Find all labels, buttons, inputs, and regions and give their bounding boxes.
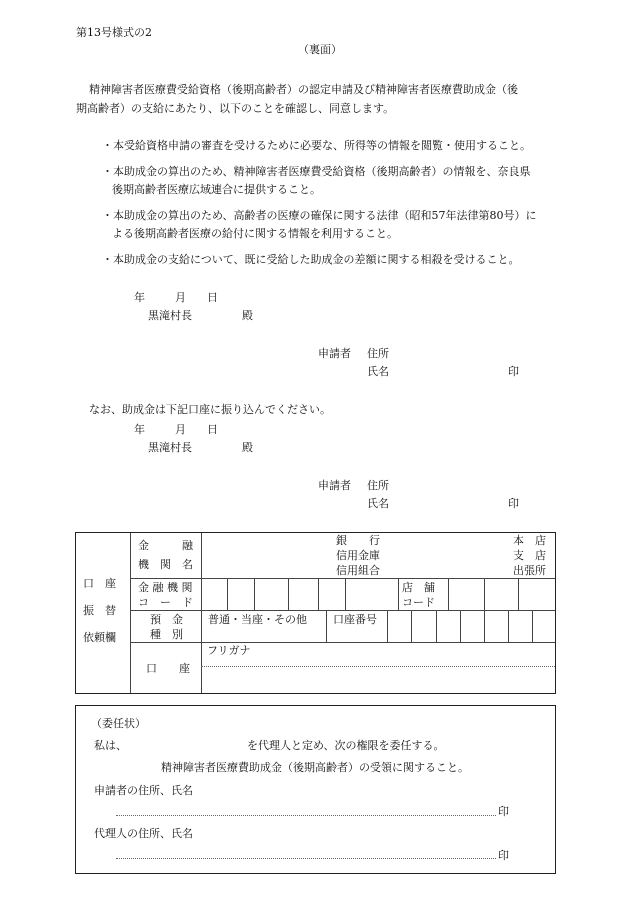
proxy-agent-label: 代理人の住所、氏名	[94, 827, 193, 840]
type-bank: 銀 行	[336, 534, 380, 547]
date-year-2: 年	[134, 423, 145, 436]
applicant-label-1: 申請者	[318, 347, 351, 360]
date-day-1: 日	[207, 291, 218, 304]
page-side-label: （裏面）	[298, 43, 342, 56]
address-label-1: 住所	[367, 347, 389, 360]
dono-2: 殿	[242, 441, 253, 454]
account-number-label: 口座番号	[333, 613, 377, 626]
branch-type-office: 出張所	[513, 564, 546, 577]
consent-item-3: ・本助成金の算出のため、高齢者の医療の確保に関する法律（昭和57年法律第80号）に	[102, 209, 537, 222]
seal-1: 印	[508, 365, 519, 378]
deposit-label-2: 種 別	[150, 628, 183, 641]
account-holder-label: 口 座	[146, 662, 190, 675]
fin-code-label-2: コ ー ド	[138, 596, 193, 609]
proxy-authority: 精神障害者医療費助成金（後期高齢者）の受領に関すること。	[161, 761, 469, 774]
address-label-2: 住所	[367, 479, 389, 492]
intro-line-1: 精神障害者医療費受給資格（後期高齢者）の認定申請及び精神障害者医療費助成金（後	[89, 83, 518, 96]
name-label-2: 氏名	[367, 497, 389, 510]
consent-item-4: ・本助成金の支給について、既に受給した助成金の差額に関する相殺を受けること。	[102, 253, 520, 266]
date-year-1: 年	[134, 291, 145, 304]
side-label-transfer: 振 替	[83, 604, 116, 617]
seal-2: 印	[508, 497, 519, 510]
fin-code-label-1: 金 融 機 関	[138, 581, 193, 594]
branch-code-label-1: 店 舗	[402, 581, 435, 594]
proxy-line-1a: 私は、	[94, 739, 127, 752]
date-month-2: 月	[175, 423, 186, 436]
form-number: 第13号様式の2	[76, 26, 152, 39]
proxy-applicant-label: 申請者の住所、氏名	[94, 784, 193, 797]
intro-line-2: 期高齢者）の支給にあたり、以下のことを確認し、同意します。	[76, 102, 395, 115]
proxy-seal-2: 印	[498, 849, 509, 862]
consent-item-2-cont: 後期高齢者医療広域連合に提供すること。	[112, 183, 321, 196]
transfer-notice: なお、助成金は下記口座に振り込んでください。	[89, 403, 331, 416]
proxy-line-1b: を代理人と定め、次の権限を委任する。	[247, 739, 445, 752]
consent-item-3-cont: よる後期高齢者医療の給付に関する情報を利用すること。	[112, 227, 398, 240]
type-shinkin: 信用金庫	[336, 549, 380, 562]
date-day-2: 日	[207, 423, 218, 436]
dono-1: 殿	[242, 309, 253, 322]
furigana-label: フリガナ	[207, 644, 251, 657]
proxy-seal-1: 印	[498, 805, 509, 818]
deposit-label-1: 預 金	[150, 613, 183, 626]
consent-item-2: ・本助成金の算出のため、精神障害者医療費受給資格（後期高齢者）の情報を、奈良県	[102, 165, 531, 178]
side-label-request: 依頼欄	[83, 631, 116, 644]
branch-type-head: 本 店	[513, 534, 546, 547]
consent-item-1: ・本受給資格申請の審査を受けるために必要な、所得等の情報を閲覧・使用すること。	[102, 139, 531, 152]
branch-type-branch: 支 店	[513, 549, 546, 562]
branch-code-label-2: コード	[402, 596, 435, 609]
mayor-addressee-1: 黒滝村長	[148, 309, 192, 322]
date-month-1: 月	[175, 291, 186, 304]
side-label-account: 口 座	[83, 577, 116, 590]
fin-name-label-1: 金 融	[138, 539, 193, 552]
type-credit-union: 信用組合	[336, 564, 380, 577]
applicant-label-2: 申請者	[318, 479, 351, 492]
mayor-addressee-2: 黒滝村長	[148, 441, 192, 454]
fin-name-label-2: 機 関 名	[138, 558, 193, 571]
proxy-title: （委任状）	[91, 717, 146, 730]
deposit-types: 普通・当座・その他	[208, 613, 307, 626]
name-label-1: 氏名	[367, 365, 389, 378]
